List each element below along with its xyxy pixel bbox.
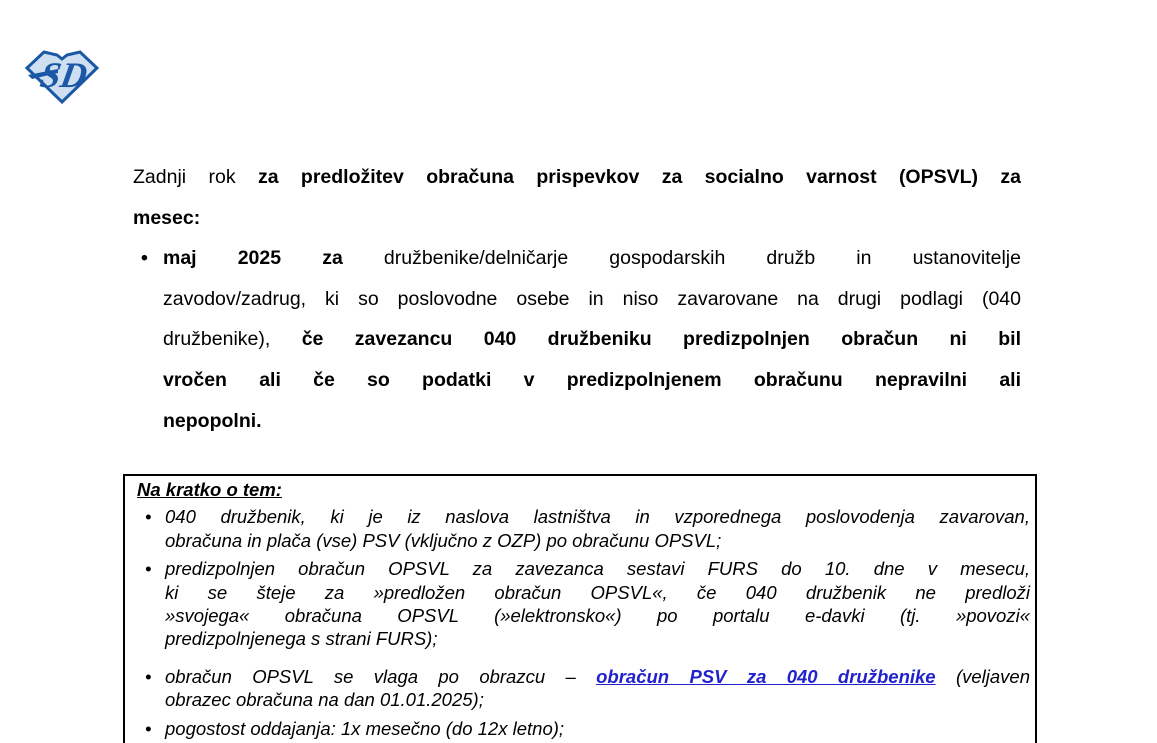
text-segment: 040 družbenik, ki je iz naslova lastništva in vzporednega poslovodenja zavarovan, — [165, 506, 1030, 528]
text-segment: predizpolnjen obračun OPSVL za zavezanca sestavi FURS do 10. dne v mesecu, — [165, 558, 1030, 580]
text-line — [163, 279, 1021, 320]
text-line — [163, 401, 1021, 442]
text-segment: Zadnji rok — [133, 166, 258, 188]
deadline-section — [133, 157, 1021, 441]
text-line — [165, 581, 1030, 604]
text-segment: (veljaven — [935, 665, 1030, 687]
text-line — [165, 717, 1030, 740]
summary-bullet — [137, 557, 1030, 651]
text-line — [133, 198, 1021, 239]
logo-letters: SD — [37, 55, 91, 95]
text-line — [165, 529, 1030, 552]
summary-box-heading: Na kratko o tem: — [137, 479, 282, 500]
text-segment: družbenike), — [163, 328, 302, 351]
summary-bullet — [137, 505, 1030, 552]
text-segment: obračuna in plača (vse) PSV (vključno z OZP) po obračunu OPSVL; — [165, 529, 722, 551]
text-line — [163, 319, 1021, 360]
company-logo — [24, 46, 100, 104]
text-segment: pogostost oddajanja: 1x mesečno (do 12x letno); — [165, 717, 565, 739]
summary-bullet-list — [137, 505, 1030, 740]
deadline-intro-paragraph — [133, 157, 1021, 238]
text-line — [165, 604, 1030, 627]
summary-box — [123, 474, 1037, 743]
text-line — [165, 688, 1030, 711]
sd-diamond-logo-icon — [24, 46, 100, 104]
summary-bullet — [137, 665, 1030, 712]
text-line — [163, 238, 1021, 279]
bold-text-segment: vročen ali če so podatki v predizpolnjenem obračunu nepravilni ali — [163, 368, 1021, 391]
text-line — [163, 360, 1021, 401]
text-segment: zavodov/zadrug, ki so poslovodne osebe in niso zavarovane na drugi podlagi (040 — [163, 287, 1021, 310]
text-line — [133, 157, 1021, 198]
summary-bullet — [137, 717, 1030, 740]
text-segment: ki se šteje za »predložen obračun OPSVL«, če 040 družbenik ne predloži — [165, 581, 1030, 603]
text-segment: družbenike/delničarje gospodarskih družb in ustanovitelje — [383, 247, 1021, 270]
deadline-bullet-list — [133, 238, 1021, 441]
bold-text-segment: za predložitev obračuna prispevkov za socialno varnost (OPSVL) za — [257, 166, 1021, 188]
text-segment: obračun OPSVL se vlaga po obrazcu – — [165, 665, 597, 687]
bold-text-segment: nepopolni. — [163, 409, 262, 432]
text-line — [165, 557, 1030, 580]
text-segment: obrazec obračuna na dan 01.01.2025); — [165, 689, 484, 711]
text-line — [165, 665, 1030, 688]
deadline-bullet-item — [133, 238, 1021, 441]
bold-text-segment: če zavezancu 040 družbeniku predizpolnjen obračun ni bil — [301, 328, 1021, 351]
text-line — [165, 627, 1030, 650]
bold-text-segment: mesec: — [133, 206, 201, 229]
bold-text-segment: maj 2025 za — [163, 247, 384, 270]
text-segment: »svojega« obračuna OPSVL (»elektronsko«) po portalu e-davki (tj. »povozi« — [165, 605, 1030, 627]
text-segment: predizpolnjenega s strani FURS); — [165, 628, 438, 650]
psv-040-link[interactable]: obračun PSV za 040 družbenike — [596, 665, 936, 687]
text-line — [165, 505, 1030, 528]
